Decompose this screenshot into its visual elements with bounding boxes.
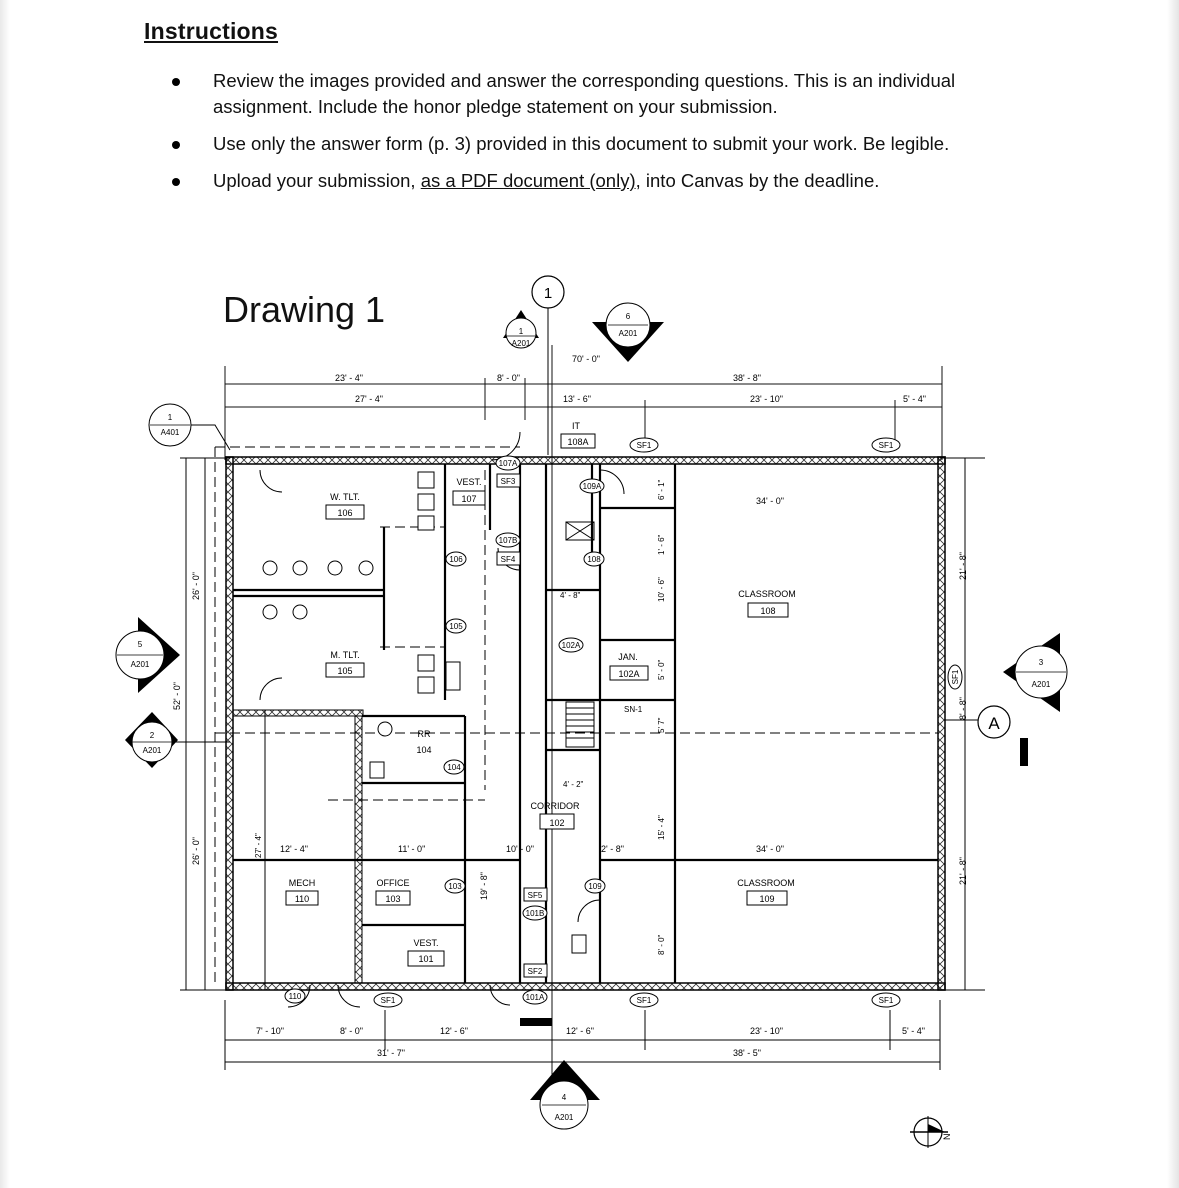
dimension-label: 23' - 10" — [750, 1026, 783, 1036]
dimension-label: 34' - 0" — [756, 496, 784, 506]
dimension-label: 8' - 8" — [958, 697, 968, 720]
north-arrow-icon — [910, 1116, 952, 1148]
storefront-tag-label: SF5 — [527, 891, 543, 900]
dimension-label: 12' - 4" — [280, 844, 308, 854]
grid-bubble-label: 1 — [543, 285, 553, 302]
room-name: CLASSROOM — [737, 878, 795, 888]
room-number: 110 — [294, 894, 310, 904]
door-tag-label: 109 — [588, 882, 602, 891]
drawing-title: Drawing 1 — [223, 289, 386, 330]
marker-sheet: A201 — [130, 660, 150, 669]
door-tag-label: 107A — [498, 459, 518, 468]
door-tag-label: 103 — [448, 882, 462, 891]
room-number: 108A — [567, 437, 589, 447]
room-number: 107 — [461, 494, 477, 504]
room-name: W. TLT. — [330, 492, 360, 502]
instructions-heading: Instructions — [144, 18, 279, 44]
room-number: 108 — [760, 606, 776, 616]
dimension-label: 27' - 4" — [254, 833, 263, 858]
dimension-lines-sides — [180, 458, 985, 1070]
room-name: CLASSROOM — [738, 589, 796, 599]
pdf-only-emphasis: as a PDF document (only) — [420, 170, 636, 191]
room-number: 106 — [337, 508, 353, 518]
dimension-label: 13' - 6" — [563, 394, 591, 404]
door-tag-label: 108 — [587, 555, 601, 564]
marker-number: 6 — [625, 312, 631, 321]
door-tag-label: 105 — [449, 622, 463, 631]
room-number: 102 — [549, 818, 565, 828]
dimension-label: 15' - 4" — [657, 815, 666, 840]
room-name: OFFICE — [376, 878, 410, 888]
room-name: JAN. — [618, 652, 638, 662]
dimension-label: 23' - 4" — [335, 373, 363, 383]
dimension-label: 21' - 8" — [958, 552, 968, 580]
section-marker-6-A201 — [592, 303, 664, 362]
dimension-label: 34' - 0" — [756, 844, 784, 854]
storefront-tag-label: SF1 — [878, 441, 894, 450]
dimension-label: 31' - 7" — [377, 1048, 405, 1058]
section-marker-1-A401 — [149, 404, 230, 450]
dimension-label: 4' - 8" — [560, 591, 581, 600]
dimension-label: 7' - 10" — [256, 1026, 284, 1036]
window-tag: SN-1 — [624, 705, 643, 714]
dimension-label: 38' - 5" — [733, 1048, 761, 1058]
marker-sheet: A401 — [160, 428, 180, 437]
dimension-label: 26' - 0" — [191, 572, 201, 600]
room-number: 104 — [416, 745, 432, 755]
dimension-label: 5' - 0" — [657, 659, 666, 680]
room-number: 101 — [418, 954, 434, 964]
room-name: M. TLT. — [330, 650, 360, 660]
marker-number: 2 — [149, 731, 155, 740]
door-tag-label: 101A — [525, 993, 545, 1002]
storefront-tag-label: SF3 — [500, 477, 516, 486]
shaft-symbol — [566, 522, 594, 540]
dimension-label: 5' 7" — [657, 717, 666, 733]
room-name: MECH — [288, 878, 316, 888]
room-number: 102A — [618, 669, 640, 679]
dimension-label: 10' - 0" — [506, 844, 534, 854]
room-name: CORRIDOR — [530, 801, 580, 811]
north-label: N — [942, 1133, 952, 1140]
dimension-label: 12' - 6" — [566, 1026, 594, 1036]
bullet-text: Use only the answer form (p. 3) provided in this document to submit your work. Be legible. — [213, 133, 950, 154]
storefront-tag-label: SF1 — [636, 996, 652, 1005]
section-marker-4-A201 — [530, 1060, 600, 1129]
marker-sheet: A201 — [618, 329, 638, 338]
door-tag-label: 110 — [288, 992, 302, 1001]
room-number: 109 — [759, 894, 775, 904]
dimension-label: 23' - 10" — [750, 394, 783, 404]
dimension-label: 4' - 2" — [563, 780, 584, 789]
door-tag-label: 107B — [498, 536, 518, 545]
storefront-tag-label: SF1 — [878, 996, 894, 1005]
marker-sheet: A201 — [1031, 680, 1051, 689]
dimension-label: 19' - 8" — [479, 872, 489, 900]
room-name: VEST. — [456, 477, 482, 487]
dimension-label: 12' - 6" — [440, 1026, 468, 1036]
dimension-label: 38' - 8" — [733, 373, 761, 383]
grid-bubble-label: A — [988, 714, 1000, 733]
exterior-wall — [226, 457, 945, 990]
dimension-label: 8' - 0" — [340, 1026, 363, 1036]
dimension-label: 52' - 0" — [172, 682, 182, 710]
bullet-text: Review the images provided and answer the corresponding questions. This is an individual assignment. Include the honor pledge statement on your submission. — [213, 70, 956, 117]
dimension-label: 10' - 6" — [657, 577, 666, 602]
storefront-tag-label: SF1 — [636, 441, 652, 450]
door-tag-label: 109A — [582, 482, 602, 491]
dimension-label: 27' - 4" — [355, 394, 383, 404]
section-marker-1-A201 — [503, 310, 539, 348]
dimension-label: 70' - 0" — [572, 354, 600, 364]
door-tag-label: 104 — [447, 763, 461, 772]
marker-sheet: A201 — [511, 339, 531, 348]
stair — [566, 702, 594, 747]
storefront-tag-label: SF1 — [951, 669, 960, 685]
dimension-label: 5' - 4" — [902, 1026, 925, 1036]
marker-sheet: A201 — [554, 1113, 574, 1122]
storefront-tags — [374, 438, 962, 1007]
room-number: 103 — [385, 894, 401, 904]
marker-sheet: A201 — [142, 746, 162, 755]
dimension-label: 21' - 8" — [958, 857, 968, 885]
marker-number: 5 — [137, 640, 143, 649]
room-name: IT — [572, 421, 580, 431]
marker-number: 4 — [561, 1093, 567, 1102]
door-tag-label: 102A — [561, 641, 581, 650]
storefront-tag-label: SF2 — [527, 967, 543, 976]
room-name: VEST. — [413, 938, 439, 948]
section-cut-mark — [1020, 738, 1028, 766]
dimension-label: 26' - 0" — [191, 837, 201, 865]
storefront-tag-label: SF1 — [380, 996, 396, 1005]
dimension-label: 11' - 0" — [398, 844, 426, 854]
dimension-label: 1' - 6" — [657, 534, 666, 555]
dimension-label: 8' - 0" — [497, 373, 520, 383]
door-tag-label: 106 — [449, 555, 463, 564]
marker-number: 3 — [1038, 658, 1044, 667]
room-number: 105 — [337, 666, 353, 676]
storefront-tag-label: SF4 — [500, 555, 516, 564]
section-cut-mark — [520, 1018, 552, 1026]
door-tag-label: 101B — [525, 909, 545, 918]
room-name: RR — [417, 729, 431, 739]
marker-number: 1 — [518, 327, 524, 336]
bullet-text-tail: , into Canvas by the deadline. — [635, 170, 880, 191]
section-marker-5-A201 — [116, 617, 180, 693]
bullet-text: Upload your submission, — [213, 170, 421, 191]
dimension-label: 8' - 0" — [657, 934, 666, 955]
dimension-label: 6' - 1" — [657, 479, 666, 500]
marker-number: 1 — [167, 413, 173, 422]
section-marker-3-A201 — [1003, 633, 1067, 712]
dimension-label: 5' - 4" — [903, 394, 926, 404]
section-marker-2-A201 — [125, 712, 230, 768]
dimension-label: 2' - 8" — [601, 844, 624, 854]
